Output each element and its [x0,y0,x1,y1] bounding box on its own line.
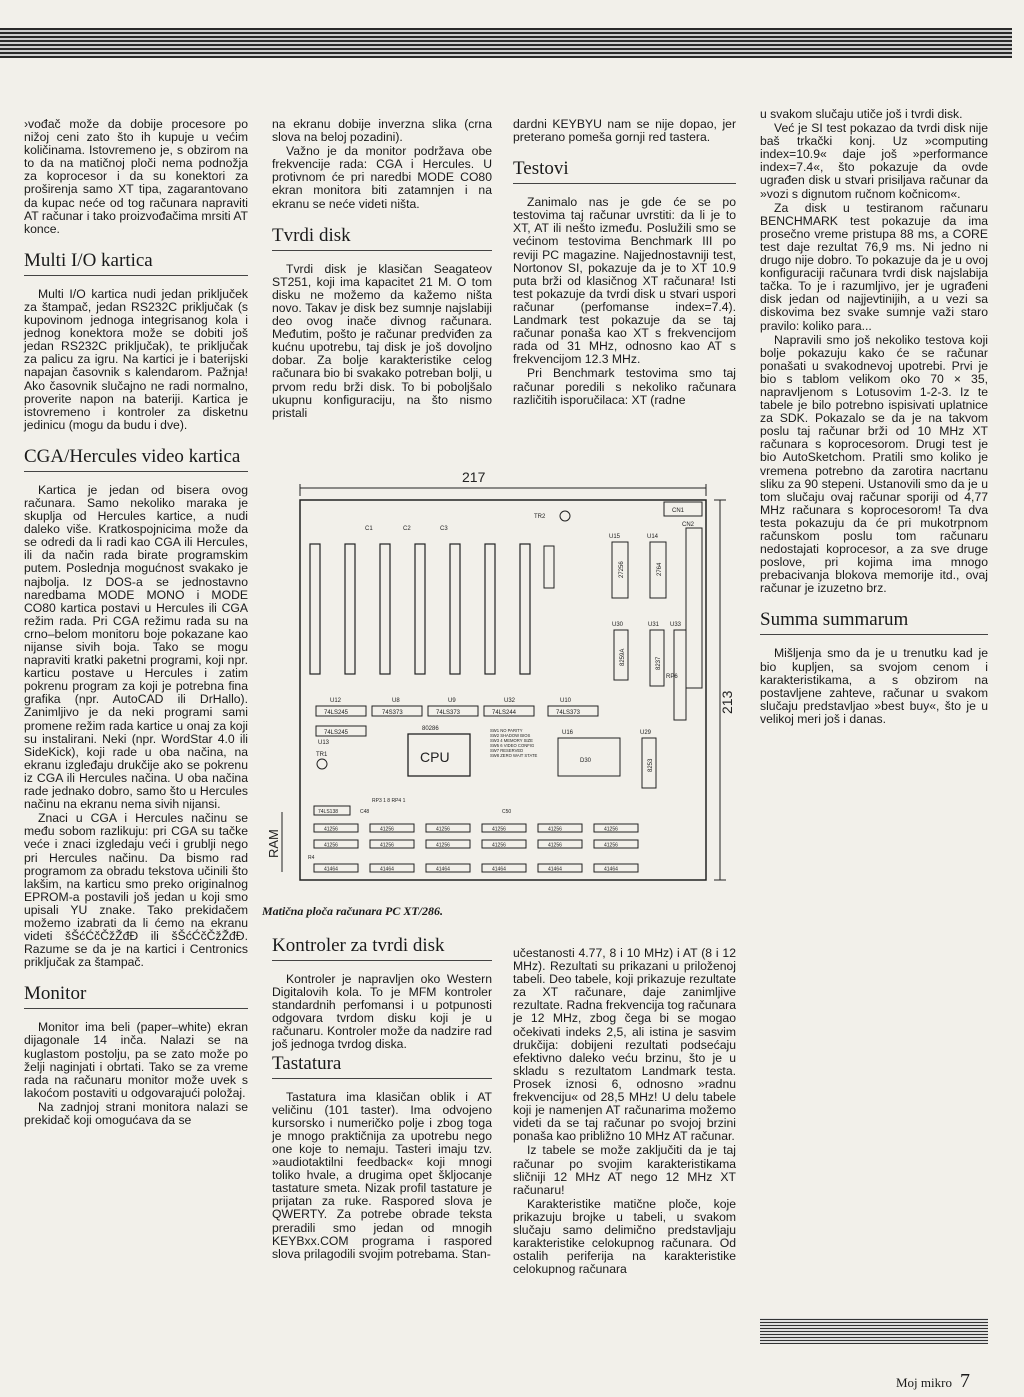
heading-testovi: Testovi [513,158,736,184]
heading-tvrdi-disk: Tvrdi disk [272,225,492,251]
board-outline [300,500,706,880]
ram-chip-row1: 41256 [324,826,338,833]
expansion-slot [345,544,355,674]
label-u31: U31 [648,622,660,628]
label-u30: U30 [612,622,624,628]
ram-chip-row2: 41256 [548,842,562,849]
chip-8259a: 8259A [620,648,626,666]
chip-u10: 74LS373 [556,710,581,716]
label-u9: U9 [448,698,456,704]
paragraph: Tastatura ima klasičan oblik i AT veličinu (101 taster). Ima odvojeno kursorsko i numeričko polje i zbog toga je mnogo praktičnija za upotrebu nego one koje to nemaju. Tasteri imaju tzv. »audiotaktilni feedback« koji mnogi toliko hvale, a drugima opet škljocanje tastature smeta. Nizak profil tastature je prijatan za ruke. Raspored slova je QWERTY. Za potrebe obrade teksta preradili smo jedan od mnogih KEYBxx.COM programa i raspored slova prilagodili svojim potrebama. Stan- [272,1089,492,1261]
motherboard-diagram [262,466,740,906]
expansion-slot [310,544,320,674]
label-c50: C50 [502,809,512,815]
paragraph: na ekranu dobije inverzna slika (crna slova na beloj pozadini). [272,117,492,145]
label-u12: U12 [330,698,342,704]
ram-chip-row1: 41256 [492,826,506,833]
label-u7: 80286 [422,726,439,732]
label-tr1: TR1 [316,752,328,758]
heading-cga-hercules: CGA/Hercules video kartica [24,446,248,472]
switch-line: SW1 NO PARITY [490,728,523,733]
expansion-slot [450,544,460,674]
heading-summa-summarum: Summa summarum [760,609,988,635]
label-u10: U10 [560,698,572,704]
label-c2: C2 [403,526,411,532]
dimension-width-label: 217 [462,469,486,485]
label-tr2: TR2 [534,514,546,520]
label-c1: C1 [365,526,373,532]
heading-multi-io: Multi I/O kartica [24,250,248,276]
ram-chip-row2: 41256 [604,842,618,849]
label-u32: U32 [504,698,516,704]
paragraph: Napravili smo još nekoliko testova koji bolje pokazuju kako će se računar ponašati u svakodnevoj upotrebi. Prvi je bio s tablom velikom oko 70 × 35, napravljenom s Lotusovim 1-2-3. Iz te tabele je bilo potrebno ispisivati uplatnice za SDK. Pokazalo se da je na takvom poslu taj računar brži od 10 MHz XT računara s koprocesorom. Drugi test je bio AutoSketchom. Pratili smo koliko je vremena potrebno da zarotira nacrtanu sliku za 90 stepeni. Ustanovili smo da je u tom slučaju ovaj računar sporiji od 4,77 MHz računara s koprocesorom! Ta dva testa pokazuju da će pri mukotrpnom računskom poslu tom računaru nedostajati koprocesor, a za sve druge poslove, pri kojima ima mnogo prebacivanja blokova memorije itd., ovaj računar je izuzetno brz. [760,332,988,596]
paragraph: Mišljenja smo da je u trenutku kad je bio kupljen, sa svojom cenom i karakteristikama, a s obzirom na postavljene zahteve, računar u svakom slučaju predstavljao »best buy«, što je u velikoj meri još i danas. [760,646,988,726]
label-cn2: CN2 [682,522,695,528]
label-u8: U8 [392,698,400,704]
paragraph: Važno je da monitor podržava obe frekvencije rada: CGA i Hercules. U protivnom će pri naredbi MODE CO80 ekran monitora biti zatamnjen i na ekranu se neće videti ništa. [272,144,492,211]
paragraph: učestanosti 4.77, 8 i 10 MHz) i AT (8 i 12 MHz). Rezultati su prikazani u priloženoj tabeli. Deo tabele, koji prikazuje rezultate za XT računare, daje zanimljive rezultate. Radna frekvencija tog računara je 12 MHz, zbog čega bi se mogao očekivati indeks 2,5, ali istina je sasvim drukčija: dobijeni rezultati podsećaju efektivno daleko veću brzinu, što je u skladu s rezultatom Landmark testa. Prosek iznosi 6, odnosno »radnu frekvenciju« od 28,5 MHz! U delu tabele koji je namenjen AT računarima možemo videti da se taj računar po svojoj brzini ponaša kao približno 10 MHz AT računar. [513,946,736,1144]
chip-u13: 74LS245 [324,730,349,736]
magazine-name: Moj mikro [896,1375,952,1390]
switch-line: SW2 SHADOW BIOS [490,733,531,738]
paragraph: ›vođač može da dobije procesore po nižoj ceni zato što ih kupuje u većim količinama. Istovremeno je, s obzirom na to da na matičnoj ploči nema podnožja za koprocesor i da su konektori za proširenja samo XT tipa, zagarantovano da kupac neće od tog računara napraviti AT računar i tako proizvođačima mrsiti AT konce. [24,117,248,236]
paragraph: Na zadnjoj strani monitora nalazi se prekidač koji omogućava da se [24,1099,248,1127]
chip-u12: 74LS245 [324,710,349,716]
ram-chip-row3: 41464 [492,866,506,873]
page-number: 7 [959,1370,970,1392]
heading-tastatura: Tastatura [272,1053,492,1079]
ram-chip-row1: 41256 [436,826,450,833]
ram-chip-row3: 41464 [324,866,338,873]
paragraph: Monitor ima beli (paper–white) ekran dijagonale 14 inča. Nalazi se na kuglastom postolju, pa se zato može po želji naginjati i obrtati. Tako se za vreme rada na računaru monitor može uvek s lakoćom postaviti u odgovarajući položaj. [24,1020,248,1100]
page-footer [896,1370,970,1393]
paragraph: Tvrdi disk je klasičan Seagateov ST251, koji ima kapacitet 21 M. O tom disku ne možemo da kažemo ništa novo. Takav je disk bez sumnje najslabiji deo ovog inače divnog računara. Međutim, pošto je računar predviđen za kućnu upotrebu, taj disk je još dovoljno dobar. Za bolje karakteristike celog računara bio bi svakako potreban bolji, u prvom redu brži disk. To bi poboljšalo ukupnu konfiguraciju, na što nismo pristali [272,261,492,420]
paragraph: Kontroler je napravljen oko Western Digitalovih kola. To je MFM kontroler standardnih perfomansi i u potpunosti odgovara tvrdom disku koji je u računaru. Kontroler može da nadzire rad još jednoga tvrdog diska. [272,972,492,1052]
rp-labels: RP3 1 8 RP4 1 [372,798,406,804]
chip-u32: 74LS244 [492,710,517,716]
paragraph: Iz tabele se može zaključiti da je taj računar po svojim karakteristikama sličniji 12 MHz AT nego 12 MHz XT računaru! [513,1143,736,1197]
chip-u9: 74LS373 [436,710,461,716]
label-u15: U15 [609,534,621,540]
label-c3: C3 [440,526,448,532]
label-r4: R4 [308,855,315,861]
label-u13: U13 [318,740,330,746]
label-u29: U29 [640,730,652,736]
ram-chip-row1: 41256 [380,826,394,833]
ram-chip-row3: 41464 [548,866,562,873]
heading-monitor: Monitor [24,983,248,1009]
cpu-label: CPU [420,749,450,765]
chip-27256: 27256 [619,561,625,578]
column-3-bottom [513,947,736,1277]
paragraph: Zanimalo nas je gde će se po testovima taj računar uvrstiti: da li je to XT, AT ili nešto između. Poslužili smo se većinom testovima Benchmark III po reviji PC magazine. Najjednostavniji test, Nortonov SI, pokazuje da je to XT 10.9 puta brži od klasičnog XT računara! Isti test pokazuje da tvrdi disk u stvari uspori računar (perfomanse index=7.4). Landmark test pokazuje da se taj računar ponaša kao XT s frekvencijom rada od 31 MHz, odnosno kao AT s frekvencijom 12.3 MHz. [513,195,736,367]
expansion-slot [380,544,390,674]
column-3 [513,118,736,408]
paragraph: Znaci u CGA i Hercules načinu se među sobom razlikuju: pri CGA su tačke veće i znaci izgledaju veći i grublji nego pri Hercules načinu. Da bismo rad programom za obradu tekstova učinili što lakšim, na karticu smo preko originalnog EPROM-a postavili još jedan u koji smo upisali YU znake. Tako prekidačem možemo izabrati da li ćemo na ekranu videti šŠćĆčČžŽđĐ ili šŠćĆčČžŽđĐ. Razume se da je na kartici i Centronics priključak za štampač. [24,811,248,970]
ram-chip-row2: 41256 [324,842,338,849]
expansion-slot [485,544,495,674]
column-2 [272,118,492,421]
chip-u8: 74S373 [382,710,403,716]
ram-chip-row1: 41256 [548,826,562,833]
chip-74ls138: 74LS138 [318,809,339,815]
paragraph: u svakom slučaju utiče još i tvrdi disk. [760,107,963,121]
switch-line: SW8 ZERO WAIT STATE [490,753,538,758]
footer-stripe-bar [760,1318,988,1344]
paragraph: Za disk u testiranom računaru BENCHMARK test pokazuje da ima prosečno vreme pristupa 88 ms, a CORE test daje rezultat 76,9 ms. Ni jedno ni drugo nije dobro. To pokazuje da je u ovoj konfiguraciji računara tvrdi disk najslabija tačka. To je i razumljivo, jer je ugrađeni disk jedan od najjevtinijih, a u vezi sa diskovima bez svake sumnje važi staro pravilo: koliko para... [760,200,988,333]
figure-caption: Matična ploča računara PC XT/286. [262,904,444,918]
label-cn1: CN1 [672,508,685,514]
expansion-slot [520,544,530,674]
ram-chip-row2: 41256 [436,842,450,849]
label-d30: D30 [580,758,592,764]
ram-chip-row2: 41256 [380,842,394,849]
paragraph: dardni KEYBYU nam se nije dopao, jer preterano pomeša gornji red tastera. [513,117,736,145]
switch-legend [490,728,538,758]
label-rp6: RP6 [666,674,678,680]
column-2-bottom [272,935,492,1262]
label-u14: U14 [647,534,659,540]
dimension-height-label: 213 [719,690,735,714]
switch-line: SW5 6 VIDEO CONFIG [490,743,535,748]
ram-label: RAM [266,829,281,858]
chip-2764: 2764 [657,562,663,576]
expansion-slot [415,544,425,674]
label-u16: U16 [562,730,574,736]
ram-chip-row1: 41256 [604,826,618,833]
heading-kontroler: Kontroler za tvrdi disk [272,935,492,961]
paragraph: Kartica je jedan od bisera ovog računara. Samo nekoliko maraka je skuplja od Hercules kartice, a nudi daleko više. Kratkospojnicima može da se odredi da li radi kao CGA ili Hercules, ili da način rada birate programskim putem. Poslednja mogućnost svakako je najbolja. Iz DOS-a se jednostavno naredbama MODE MONO i MODE CO80 kartica postavi u Hercules ili CGA režim rada. Pri CGA režimu rada su na crno–belom monitoru boje pokazane kao nijanse sivih boja. Tako se mogu napraviti kratki paketni programi, koji npr. karticu postave u Hercules i zatim pokrenu program za koji je potrebna fina grafika (npr. AutoCAD ili DrHallo). Zanimljivo je da neki programi sami promene režim rada kartice u onaj za koji su instalirani. Neki (npr. WordStar 4.0 ili SideKick), koji rade u oba načina, na ekranu izgleđaju drukčije ako se pokrenu iz CGA ili Hercules načina. U oba načina rade jednako dobro, samo što u Hercules načinu na ekranu nema sivih nijansi. [24,482,248,812]
paragraph: Već je SI test pokazao da tvrdi disk nije baš trkački konj. Uz »computing index=10.9« daje još »performance index=7.4«, što pokazuje da ovde ugrađen disk u stvari prisiljava računar da »vozi s dignutom ručnom kočnicom«. [760,121,988,201]
ram-chip-row3: 41464 [436,866,450,873]
chip-8253: 8253 [648,758,654,772]
paragraph: Multi I/O kartica nudi jedan priključek za štampač, jedan RS232C priključak (s kupovinom jednoga integrisanog kola i jednog konektora može se dobiti još jedan RS232C priključak), te priključak za palicu za igru. Na kartici je i baterijski napajan časovnik s kalendarom. Pažnja! Ako časovnik slučajno ne radi normalno, proverite napon na bateriji. Kartica je istovremeno i kontroler za disketnu jedinicu (mogu da budu i dve). [24,286,248,432]
ram-chip-row3: 41464 [604,866,618,873]
ram-chip-row2: 41256 [492,842,506,849]
column-4 [760,108,988,727]
ram-chip-row3: 41464 [380,866,394,873]
column-1 [24,118,248,1128]
chip-8237: 8237 [656,656,662,670]
switch-line: SW7 RESERVED [490,748,524,753]
label-u33: U33 [670,622,682,628]
switch-line: SW3 4 MEMORY SIZE [490,738,533,743]
label-c48: C48 [360,809,370,815]
paragraph: Karakteristike matične ploče, koje prikazuju brojke u tabeli, u svakom slučaju samo delimično predstavljaju karakteristike celokupnog računara. Od ostalih periferija na karakteristike celokupnog računara [513,1196,736,1277]
header-stripe-bar [0,28,1012,58]
paragraph: Pri Benchmark testovima smo taj računar poredili s nekoliko računara različitih isporučilaca: XT (radne [513,366,736,407]
